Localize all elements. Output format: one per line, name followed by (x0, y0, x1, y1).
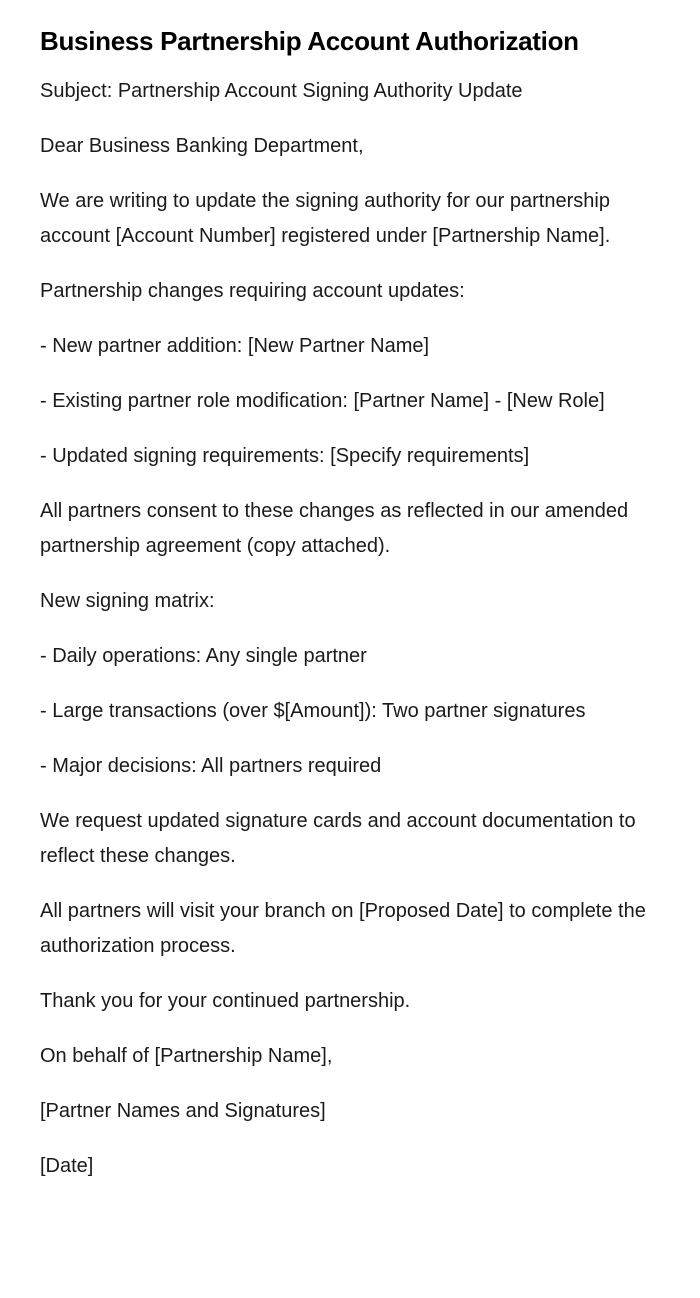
matrix-item-large-transactions: - Large transactions (over $[Amount]): Two partner signatures (40, 700, 586, 722)
closing-line: On behalf of [Partnership Name], (40, 1045, 333, 1067)
matrix-item-major-decisions: - Major decisions: All partners required (40, 755, 382, 777)
document-title: Business Partnership Account Authorization (40, 26, 579, 56)
signing-matrix-heading: New signing matrix: (40, 590, 215, 612)
changes-heading: Partnership changes requiring account updates: (40, 280, 465, 302)
request-paragraph: We request updated signature cards and account documentation to reflect these changes. (40, 810, 636, 867)
matrix-item-daily-operations: - Daily operations: Any single partner (40, 645, 367, 667)
thank-you-line: Thank you for your continued partnership. (40, 990, 411, 1012)
branch-visit-paragraph: All partners will visit your branch on [Proposed Date] to complete the authorization process. (40, 900, 646, 957)
intro-paragraph: We are writing to update the signing authority for our partnership account [Account Number] registered under [Partnership Name]. (40, 190, 611, 247)
change-item-signing-requirements: - Updated signing requirements: [Specify requirements] (40, 445, 530, 467)
consent-paragraph: All partners consent to these changes as reflected in our amended partnership agreement (copy attached). (40, 500, 629, 557)
subject-line: Subject: Partnership Account Signing Authority Update (40, 80, 523, 102)
salutation: Dear Business Banking Department, (40, 135, 364, 157)
change-item-role-modification: - Existing partner role modification: [Partner Name] - [New Role] (40, 390, 605, 412)
date-placeholder: [Date] (40, 1155, 94, 1177)
signature-placeholder: [Partner Names and Signatures] (40, 1100, 326, 1122)
change-item-new-partner: - New partner addition: [New Partner Name] (40, 335, 430, 357)
